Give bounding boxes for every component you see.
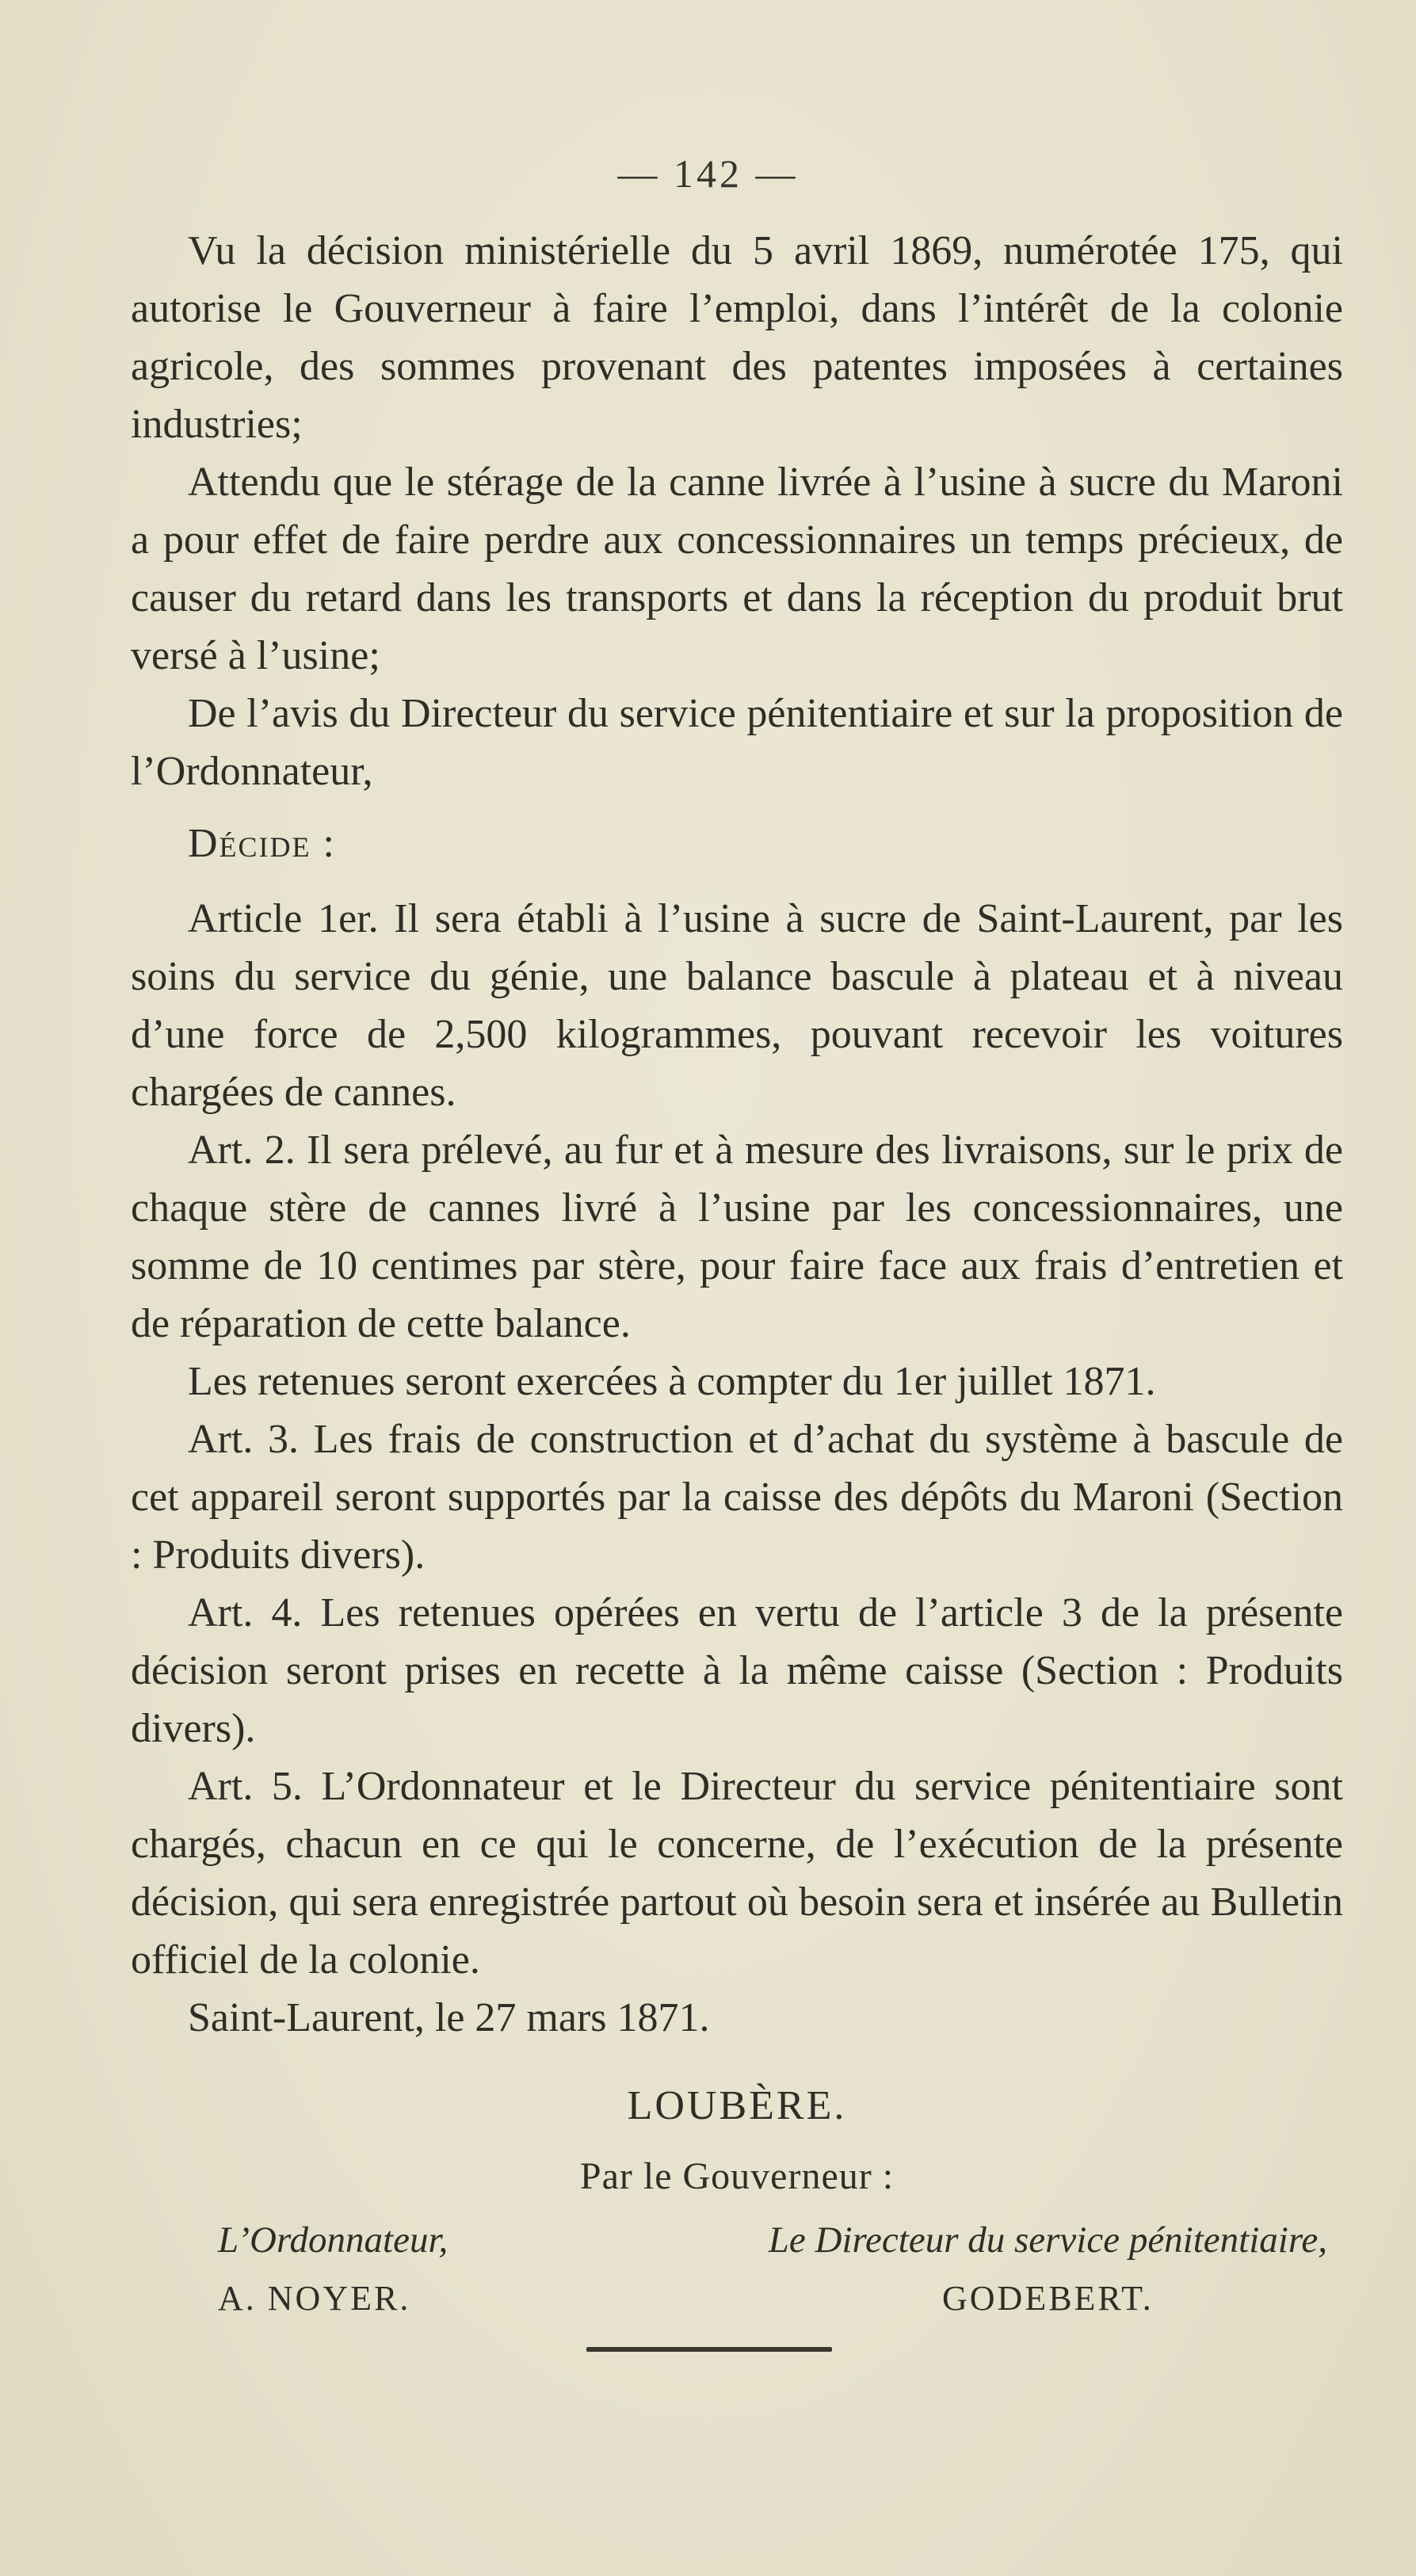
article-2-retenues: Les retenues seront exercées à compter du 1er juillet 1871. — [188, 1359, 1156, 1404]
directeur-block — [769, 2212, 1343, 2327]
article-5: Art. 5. L’Ordonnateur et le Directeur du service pénitentiaire sont chargés, chacun en ce qui le concerne, de l’exécution de la présente décision, qui sera enregistrée partout où besoin sera et insérée au Bulletin officiel de la colonie. — [131, 1764, 1343, 1983]
article-3: Art. 3. Les frais de construction et d’achat du système à bascule de cet appareil seront supportés par la caisse des dépôts du Maroni (Section : Produits divers). — [131, 1417, 1343, 1578]
ordonnateur-block — [131, 2212, 448, 2327]
par-le-gouverneur: Par le Gouverneur : — [579, 2155, 895, 2197]
paragraph-attendu: Attendu que le stérage de la canne livrée à l’usine à sucre du Maroni a pour effet de faire perdre aux concessionnaires un temps précieux, de causer du retard dans les transports et dans la réception du produit brut versé à l’usine; — [131, 460, 1343, 678]
article-2: Art. 2. Il sera prélevé, au fur et à mesure des livraisons, sur le prix de chaque stère de cannes livré à l’usine par les concessionnaires, une somme de 10 centimes par stère, pour faire face aux frais d’entretien et de réparation de cette balance. — [131, 1128, 1343, 1346]
dateline: Saint-Laurent, le 27 mars 1871. — [188, 1995, 710, 2040]
page-number: — 142 — — [617, 151, 799, 196]
directeur-name: GODEBERT. — [942, 2279, 1154, 2318]
ordonnateur-name: A. NOYER. — [218, 2279, 411, 2318]
article-4: Art. 4. Les retenues opérées en vertu de l’article 3 de la présente décision seront prises en recette à la même caisse (Section : Produits divers). — [131, 1590, 1343, 1751]
article-1: Article 1er. Il sera établi à l’usine à sucre de Saint-Laurent, par les soins du service du génie, une balance bascule à plateau et à niveau d’une force de 2,500 kilogrammes, pouvant recevoir les voitures chargées de cannes. — [131, 896, 1343, 1115]
countersignatures — [131, 2212, 1343, 2327]
directeur-title: Le Directeur du service pénitentiaire, — [768, 2219, 1327, 2261]
document-body — [131, 222, 1343, 2327]
ordonnateur-title: L’Ordonnateur, — [218, 2219, 448, 2261]
decide-heading: Décide : — [188, 821, 336, 866]
paragraph-vu: Vu la décision ministérielle du 5 avril 1869, numérotée 175, qui autorise le Gouverneur à faire l’emploi, dans l’intérêt de la colonie agricole, des sommes provenant des patentes imposées à certaines industries; — [131, 228, 1343, 447]
end-rule — [586, 2347, 832, 2352]
governor-signature: LOUBÈRE. — [627, 2083, 847, 2128]
paragraph-avis: De l’avis du Directeur du service pénitentiaire et sur la proposition de l’Ordonnateur, — [131, 691, 1343, 794]
